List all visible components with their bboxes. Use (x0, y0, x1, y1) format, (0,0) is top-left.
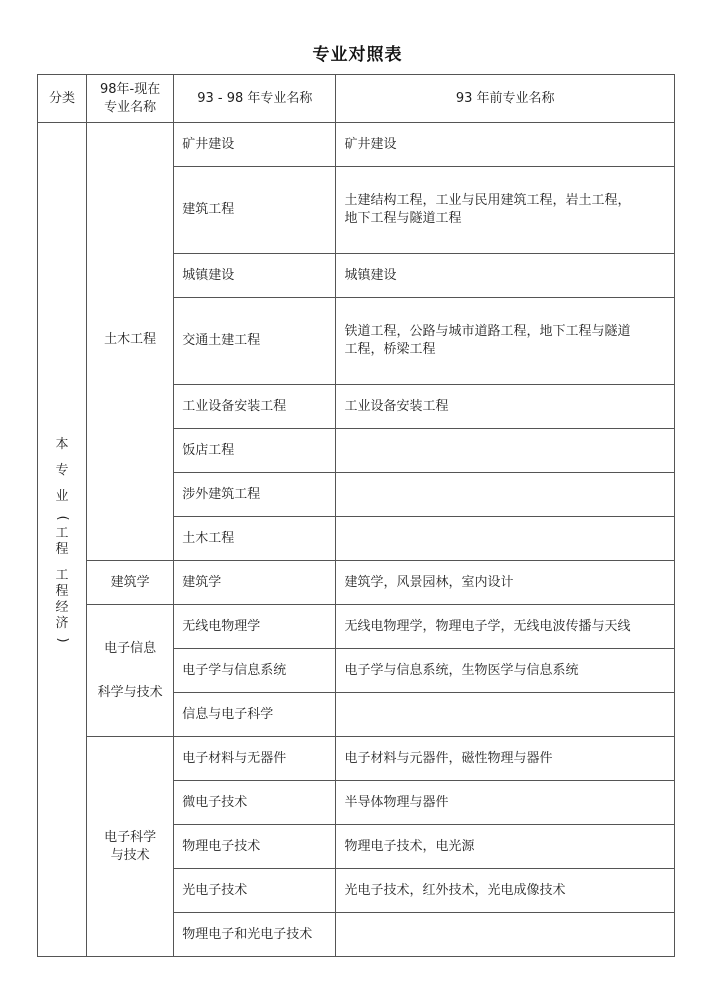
major-before-93 (336, 429, 675, 473)
category-char: 工 (55, 525, 69, 541)
major-before-93: 矿井建设 (336, 123, 675, 167)
major-before-93: 电子材料与元器件，磁性物理与器件 (336, 737, 675, 781)
category-char: 程 (55, 583, 69, 599)
major-before-93 (336, 913, 675, 957)
major-93-98: 物理电子技术 (174, 825, 336, 869)
major-93-98: 矿井建设 (174, 123, 336, 167)
header-current-line1: 98年-现在 (100, 81, 161, 97)
current-major-electronic-science (87, 737, 174, 957)
header-current-name (87, 75, 174, 123)
major-before-93 (336, 693, 675, 737)
current-major-line1: 电子信息 (104, 640, 157, 656)
major-93-98: 交通土建工程 (174, 298, 336, 385)
table-header-row (38, 75, 675, 123)
major-93-98: 饭店工程 (174, 429, 336, 473)
major-93-98: 建筑学 (174, 561, 336, 605)
major-before-93-line2: 地下工程与隧道工程 (344, 211, 462, 226)
major-before-93: 物理电子技术，电光源 (336, 825, 675, 869)
table-row (38, 123, 675, 167)
major-93-98: 土木工程 (174, 517, 336, 561)
major-before-93: 电子学与信息系统，生物医学与信息系统 (336, 649, 675, 693)
major-93-98: 物理电子和光电子技术 (174, 913, 336, 957)
major-before-93 (336, 473, 675, 517)
category-char: 业 (55, 488, 69, 504)
major-before-93 (336, 517, 675, 561)
table-row (38, 561, 675, 605)
major-before-93-line1: 铁道工程，公路与城市道路工程，地下工程与隧道 (344, 324, 631, 339)
header-93-98-name: 93 - 98 年专业名称 (174, 75, 336, 123)
current-major-line1: 电子科学 (104, 829, 157, 845)
category-char: 济 (55, 615, 69, 631)
current-major-architecture: 建筑学 (87, 561, 174, 605)
current-major-line2: 科学与技术 (97, 684, 163, 700)
major-93-98: 工业设备安装工程 (174, 385, 336, 429)
major-93-98: 建筑工程 (174, 167, 336, 254)
major-93-98: 涉外建筑工程 (174, 473, 336, 517)
major-93-98: 城镇建设 (174, 254, 336, 298)
current-major-line2: 与技术 (110, 847, 150, 863)
major-before-93: 建筑学，风景园林，室内设计 (336, 561, 675, 605)
category-cell (38, 123, 87, 957)
major-before-93: 光电子技术，红外技术，光电成像技术 (336, 869, 675, 913)
major-93-98: 光电子技术 (174, 869, 336, 913)
current-major-tumu: 土木工程 (87, 123, 174, 561)
header-before-93-name: 93 年前专业名称 (336, 75, 675, 123)
category-char: 本 (55, 436, 69, 452)
major-93-98: 微电子技术 (174, 781, 336, 825)
major-93-98: 电子学与信息系统 (174, 649, 336, 693)
category-char: 专 (55, 462, 69, 478)
major-before-93: 工业设备安装工程 (336, 385, 675, 429)
major-before-93: 半导体物理与器件 (336, 781, 675, 825)
category-char: 经 (55, 599, 69, 615)
category-char: 程 (55, 541, 69, 557)
major-93-98: 电子材料与无器件 (174, 737, 336, 781)
category-char: ) (55, 636, 71, 643)
major-before-93: 城镇建设 (336, 254, 675, 298)
major-93-98: 无线电物理学 (174, 605, 336, 649)
table-row (38, 737, 675, 781)
current-major-electronic-info (87, 605, 174, 737)
major-mapping-table (37, 74, 675, 957)
document-title: 专业对照表 (312, 45, 403, 65)
major-before-93 (336, 298, 675, 385)
header-category: 分类 (38, 75, 87, 123)
table-row (38, 605, 675, 649)
category-char: 工 (55, 567, 69, 583)
header-current-line2: 专业名称 (104, 99, 157, 115)
major-before-93 (336, 167, 675, 254)
category-char: ( (55, 514, 71, 521)
major-before-93-line1: 土建结构工程，工业与民用建筑工程，岩土工程， (344, 193, 631, 208)
major-before-93: 无线电物理学，物理电子学，无线电波传播与天线 (336, 605, 675, 649)
major-before-93-line2: 工程，桥梁工程 (344, 342, 436, 357)
major-93-98: 信息与电子科学 (174, 693, 336, 737)
